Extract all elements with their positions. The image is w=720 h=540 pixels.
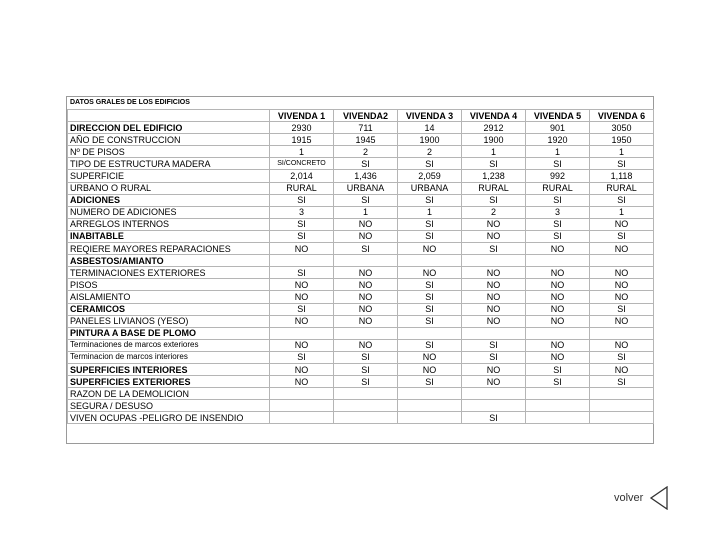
table-cell: NO	[270, 243, 334, 255]
table-row	[68, 315, 654, 327]
table-cell: NO	[590, 218, 654, 230]
table-cell: 992	[526, 170, 590, 182]
header-cell: VIVENDA 4	[462, 110, 526, 122]
table-cell: NO	[334, 218, 398, 230]
table-cell: 2,014	[270, 170, 334, 182]
table-cell: SI	[462, 158, 526, 170]
table-row	[68, 303, 654, 315]
sheet-title: DATOS GRALES DE LOS EDIFICIOS	[70, 99, 190, 106]
table-cell: NO	[590, 315, 654, 327]
table-cell: NO	[590, 291, 654, 303]
table-cell: SI	[270, 230, 334, 242]
table-cell: SI	[462, 243, 526, 255]
row-label: SUPERFICIES EXTERIORES	[68, 376, 270, 388]
table-cell: NO	[270, 291, 334, 303]
table-cell: 2	[462, 206, 526, 218]
table-row	[68, 170, 654, 182]
table-cell: NO	[526, 243, 590, 255]
table-cell	[334, 412, 398, 424]
table-cell: SI	[334, 376, 398, 388]
table-cell	[398, 327, 462, 339]
row-label: AISLAMIENTO	[68, 291, 270, 303]
header-cell: VIVENDA2	[334, 110, 398, 122]
table-row	[68, 376, 654, 388]
table-cell: NO	[398, 243, 462, 255]
table-cell: NO	[334, 230, 398, 242]
table-cell: 2	[334, 146, 398, 158]
table-cell	[462, 400, 526, 412]
table-cell: 3	[270, 206, 334, 218]
table-cell: SI	[526, 194, 590, 206]
table-cell	[334, 388, 398, 400]
table-cell: NO	[270, 376, 334, 388]
table-row	[68, 255, 654, 267]
table-cell: NO	[462, 267, 526, 279]
table-cell: 1	[526, 146, 590, 158]
table-cell: SI	[334, 351, 398, 363]
table-cell: NO	[526, 339, 590, 351]
table-cell: NO	[526, 315, 590, 327]
table-cell: 2,059	[398, 170, 462, 182]
row-label: Nº DE PISOS	[68, 146, 270, 158]
table-cell: 2930	[270, 122, 334, 134]
table-cell: NO	[270, 279, 334, 291]
row-label: DIRECCION DEL EDIFICIO	[68, 122, 270, 134]
table-cell: SI	[462, 194, 526, 206]
table-row	[68, 134, 654, 146]
row-label: ADICIONES	[68, 194, 270, 206]
table-cell: SI	[590, 376, 654, 388]
table-cell: NO	[334, 303, 398, 315]
table-row	[68, 230, 654, 242]
table-cell: 1	[270, 146, 334, 158]
table-cell: SI	[334, 243, 398, 255]
table-row	[68, 327, 654, 339]
table-row	[68, 158, 654, 170]
table-row	[68, 400, 654, 412]
table-cell: NO	[526, 303, 590, 315]
table-cell	[526, 255, 590, 267]
table-cell: 3050	[590, 122, 654, 134]
table-cell: NO	[270, 339, 334, 351]
row-label: TERMINACIONES EXTERIORES	[68, 267, 270, 279]
row-label: SUPERFICIES INTERIORES	[68, 363, 270, 375]
table-row	[68, 122, 654, 134]
row-label: PINTURA A BASE DE PLOMO	[68, 327, 270, 339]
volver-button[interactable]	[614, 486, 669, 510]
row-label: SUPERFICIE	[68, 170, 270, 182]
table-cell: 1950	[590, 134, 654, 146]
row-label: Terminacion de marcos interiores	[68, 351, 270, 363]
table-cell: SI	[462, 339, 526, 351]
table-cell: SI	[270, 194, 334, 206]
table-cell: NO	[526, 351, 590, 363]
table-cell: SI	[526, 218, 590, 230]
table-cell: 1920	[526, 134, 590, 146]
table-cell	[590, 327, 654, 339]
table-cell: RURAL	[462, 182, 526, 194]
table-cell	[270, 400, 334, 412]
table-cell: 1945	[334, 134, 398, 146]
table-cell: 3	[526, 206, 590, 218]
table-cell: 1900	[398, 134, 462, 146]
table-cell	[590, 255, 654, 267]
table-cell	[270, 327, 334, 339]
table-cell: NO	[590, 339, 654, 351]
table-cell	[526, 388, 590, 400]
table-cell	[462, 255, 526, 267]
row-label: PANELES LIVIANOS (YESO)	[68, 315, 270, 327]
row-label: Terminaciones de marcos exteriores	[68, 339, 270, 351]
table-cell: NO	[398, 267, 462, 279]
table-cell: SI	[334, 158, 398, 170]
table-cell: SI	[270, 351, 334, 363]
table-row	[68, 363, 654, 375]
table-cell: URBANA	[398, 182, 462, 194]
table-cell: SI	[334, 194, 398, 206]
table-row	[68, 243, 654, 255]
table-cell: NO	[590, 267, 654, 279]
table-cell	[526, 400, 590, 412]
table-cell	[590, 388, 654, 400]
table-row	[68, 279, 654, 291]
table-cell: 1	[398, 206, 462, 218]
table-cell: 1,238	[462, 170, 526, 182]
header-cell: VIVENDA 6	[590, 110, 654, 122]
table-cell: NO	[334, 339, 398, 351]
table-cell: 1900	[462, 134, 526, 146]
table-cell: NO	[462, 363, 526, 375]
table-cell: SI/CONCRETO	[270, 158, 334, 170]
table-cell: SI	[590, 351, 654, 363]
table-cell	[398, 388, 462, 400]
table-cell: 901	[526, 122, 590, 134]
table-cell: NO	[334, 315, 398, 327]
table-cell: 1,436	[334, 170, 398, 182]
table-cell: 2912	[462, 122, 526, 134]
table-cell: 1915	[270, 134, 334, 146]
table-row	[68, 206, 654, 218]
table-cell	[334, 327, 398, 339]
table-cell: 1	[462, 146, 526, 158]
table-cell: 711	[334, 122, 398, 134]
table-cell: NO	[334, 291, 398, 303]
table-cell: SI	[334, 363, 398, 375]
table-row	[68, 291, 654, 303]
table-cell: NO	[462, 303, 526, 315]
table-cell	[398, 400, 462, 412]
volver-label: volver	[614, 492, 644, 504]
table-cell	[590, 412, 654, 424]
table-cell: NO	[334, 267, 398, 279]
table-cell	[590, 400, 654, 412]
table-cell	[526, 327, 590, 339]
table-cell: SI	[398, 376, 462, 388]
row-label: URBANO O RURAL	[68, 182, 270, 194]
table-cell: SI	[462, 412, 526, 424]
table-row	[68, 218, 654, 230]
table-cell: SI	[398, 279, 462, 291]
table-row	[68, 339, 654, 351]
row-label: PISOS	[68, 279, 270, 291]
table-row	[68, 267, 654, 279]
table-cell: SI	[398, 230, 462, 242]
table-cell	[398, 412, 462, 424]
header-cell: VIVENDA 5	[526, 110, 590, 122]
row-label: ASBESTOS/AMIANTO	[68, 255, 270, 267]
triangle-left-icon[interactable]	[649, 486, 669, 510]
table-cell: SI	[590, 158, 654, 170]
table-cell: 1,118	[590, 170, 654, 182]
table-cell	[270, 255, 334, 267]
table-cell: SI	[526, 158, 590, 170]
table-cell	[334, 400, 398, 412]
table-cell: RURAL	[590, 182, 654, 194]
table-cell: SI	[398, 158, 462, 170]
table-row	[68, 351, 654, 363]
table-cell: NO	[590, 363, 654, 375]
buildings-table	[67, 109, 654, 424]
table-cell: SI	[590, 230, 654, 242]
table-cell: SI	[270, 267, 334, 279]
header-cell: VIVENDA 1	[270, 110, 334, 122]
table-cell: SI	[398, 218, 462, 230]
table-cell	[526, 412, 590, 424]
row-label: SEGURA / DESUSO	[68, 400, 270, 412]
row-label: VIVEN OCUPAS -PELIGRO DE INSENDIO	[68, 412, 270, 424]
table-cell: NO	[462, 291, 526, 303]
table-cell: SI	[526, 363, 590, 375]
table-cell: SI	[270, 218, 334, 230]
table-cell: NO	[270, 315, 334, 327]
table-cell: NO	[590, 243, 654, 255]
row-label: ARREGLOS INTERNOS	[68, 218, 270, 230]
table-cell: 14	[398, 122, 462, 134]
table-cell: NO	[462, 376, 526, 388]
table-cell: NO	[462, 315, 526, 327]
table-cell: 1	[590, 206, 654, 218]
spreadsheet	[66, 96, 654, 444]
table-cell: SI	[526, 230, 590, 242]
row-label: REQIERE MAYORES REPARACIONES	[68, 243, 270, 255]
table-cell: NO	[462, 279, 526, 291]
table-cell: NO	[462, 230, 526, 242]
table-cell: NO	[270, 363, 334, 375]
table-cell: NO	[334, 279, 398, 291]
table-cell: NO	[526, 279, 590, 291]
row-label: INABITABLE	[68, 230, 270, 242]
table-header-row	[68, 110, 654, 122]
table-cell	[270, 388, 334, 400]
table-cell: URBANA	[334, 182, 398, 194]
table-cell: SI	[398, 194, 462, 206]
table-cell: RURAL	[526, 182, 590, 194]
table-cell: SI	[398, 339, 462, 351]
table-cell: NO	[398, 363, 462, 375]
table-cell: SI	[590, 303, 654, 315]
table-cell: SI	[398, 303, 462, 315]
table-cell: NO	[526, 267, 590, 279]
table-cell	[462, 327, 526, 339]
table-cell	[334, 255, 398, 267]
row-label: NUMERO DE ADICIONES	[68, 206, 270, 218]
row-label: AÑO DE CONSTRUCCION	[68, 134, 270, 146]
table-cell: 2	[398, 146, 462, 158]
row-label: RAZON DE LA DEMOLICION	[68, 388, 270, 400]
table-cell	[398, 255, 462, 267]
table-cell: SI	[526, 376, 590, 388]
table-cell: NO	[526, 291, 590, 303]
table-cell: SI	[462, 351, 526, 363]
table-cell: NO	[590, 279, 654, 291]
table-cell: RURAL	[270, 182, 334, 194]
table-cell: 1	[334, 206, 398, 218]
table-row	[68, 194, 654, 206]
row-label: TIPO DE ESTRUCTURA MADERA	[68, 158, 270, 170]
row-label: CERAMICOS	[68, 303, 270, 315]
table-row	[68, 146, 654, 158]
table-cell: SI	[398, 315, 462, 327]
header-cell-blank	[68, 110, 270, 122]
table-cell: NO	[398, 351, 462, 363]
table-cell: 1	[590, 146, 654, 158]
table-row	[68, 412, 654, 424]
table-cell: NO	[462, 218, 526, 230]
table-cell	[462, 388, 526, 400]
table-cell: SI	[270, 303, 334, 315]
table-row	[68, 388, 654, 400]
table-cell: SI	[590, 194, 654, 206]
table-cell: SI	[398, 291, 462, 303]
table-cell	[270, 412, 334, 424]
header-cell: VIVENDA 3	[398, 110, 462, 122]
table-row	[68, 182, 654, 194]
